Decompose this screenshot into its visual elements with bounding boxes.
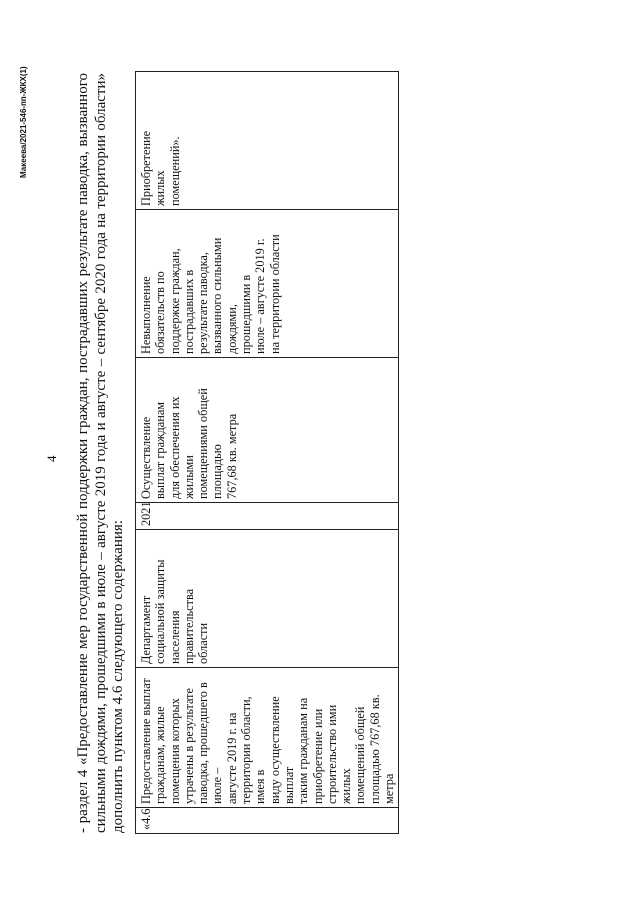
cell-responsible: Департамент социальной защиты населения правительства области (136, 530, 399, 668)
intro-text: - раздел 4 «Предоставление мер государственной поддержки граждан, пострадавших результате паводка, вызванного сильными дождями, прошедшими в июле – августе 2019 года и августе – сентябре 2020 года на территории области» дополнить пунктом 4.6 следующего содержания: (75, 73, 126, 833)
intro-paragraph (75, 73, 128, 833)
cell-year: 2021 (136, 503, 399, 530)
cell-reason: Невыполнение обязательств по поддержке граждан, пострадавших в результате паводка, вызванного сильными дождями, прошедшими в июле – августе 2019 г. на территории области (136, 210, 399, 358)
table-row (136, 72, 399, 834)
cell-direction: Приобретение жилых помещений». (136, 72, 399, 210)
document-stamp: Макеева/2021-546-пп-ЖКХ(1) (19, 66, 28, 178)
cell-measure: Предоставление выплат гражданам, жилые помещения которых утрачены в результате паводка, прошедшего в июле – августе 2019 г. на территории области, имея в виду осуществление выплат таким гражданам на приобретение или строительство ими жилых помещений общей площадью 767,68 кв. метра (136, 668, 399, 808)
page-number: 4 (44, 455, 59, 462)
cell-item-number: «4.6 (136, 808, 399, 834)
amendment-table (135, 71, 399, 834)
cell-result: Осуществление выплат гражданам для обеспечения их жилыми помещениями общей площадью 767,68 кв. метра (136, 358, 399, 503)
